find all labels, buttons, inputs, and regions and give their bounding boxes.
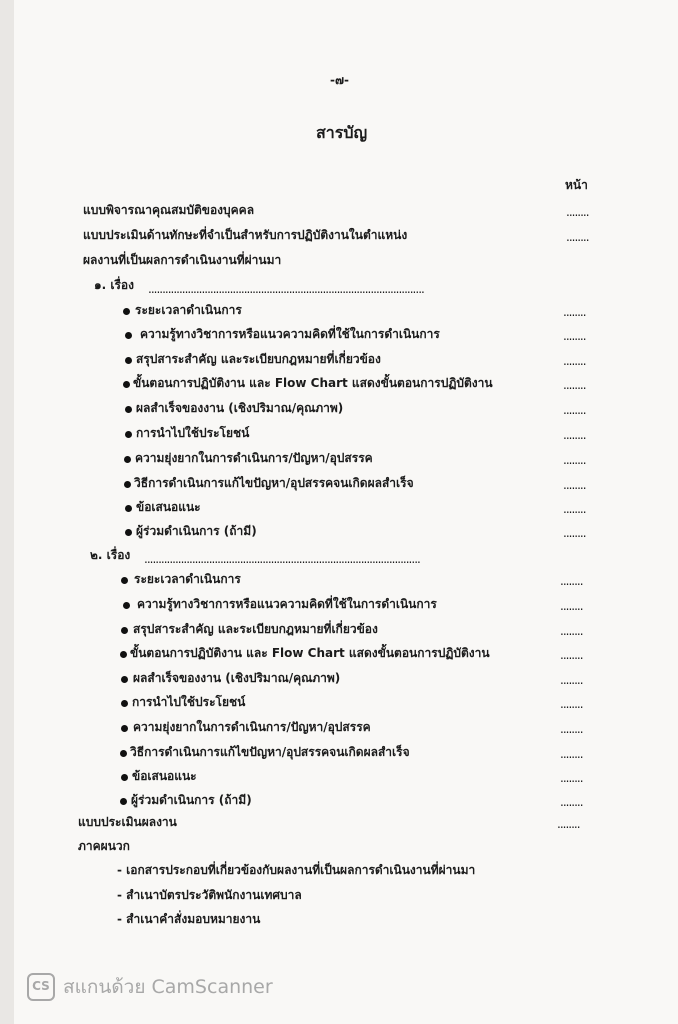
toc-subentry: ความรู้ทางวิชาการหรือแนวความคิดที่ใช้ในการดำเนินการ: [137, 597, 437, 611]
page-dots: ........: [560, 599, 583, 613]
page-dots: ........: [563, 354, 586, 368]
toc-subentry: ผู้ร่วมดำเนินการ (ถ้ามี): [131, 793, 252, 807]
toc-subentry: ผลสำเร็จของงาน (เชิงปริมาณ/คุณภาพ): [136, 401, 344, 415]
bullet-icon: [120, 651, 127, 658]
page-dots: ........: [566, 230, 589, 244]
page-dots: ........: [560, 673, 583, 687]
toc-subentry: ขั้นตอนการปฏิบัติงาน และ Flow Chart แสดงขั้นตอนการปฏิบัติงาน: [133, 376, 493, 390]
bullet-icon: [120, 750, 127, 757]
page-dots: ........: [563, 453, 586, 467]
bullet-icon: [124, 456, 131, 463]
bullet-icon: [125, 406, 132, 413]
toc-subentry: ความยุ่งยากในการดำเนินการ/ปัญหา/อุปสรรค: [135, 451, 373, 465]
page-dots: ........: [560, 574, 583, 588]
page-dots: ........: [563, 403, 586, 417]
appendix-item: - เอกสารประกอบที่เกี่ยวข้องกับผลงานที่เป็นผลการดำเนินงานที่ผ่านมา: [117, 863, 476, 877]
work-heading: ๑. เรื่อง: [94, 278, 134, 292]
bullet-icon: [125, 529, 132, 536]
bullet-icon: [121, 676, 128, 683]
bullet-icon: [123, 381, 130, 388]
toc-subentry: วิธีการดำเนินการแก้ไขปัญหา/อุปสรรคจนเกิดผลสำเร็จ: [134, 476, 414, 490]
bullet-icon: [121, 700, 128, 707]
bullet-icon: [121, 577, 128, 584]
toc-subentry: การนำไปใช้ประโยชน์: [136, 426, 250, 440]
toc-entry: แบบพิจารณาคุณสมบัติของบุคคล: [83, 203, 255, 217]
appendix-item: - สำเนาบัตรประวัติพนักงานเทศบาล: [117, 888, 302, 902]
page-dots: ........: [560, 648, 583, 662]
heading-dots: ..................................................................................................: [144, 552, 420, 566]
page-dots: ........: [563, 329, 586, 343]
toc-subentry: การนำไปใช้ประโยชน์: [132, 695, 246, 709]
work-heading: ๒. เรื่อง: [90, 548, 131, 562]
camscanner-watermark: [27, 973, 273, 1001]
page-dots: ........: [557, 817, 580, 831]
page-dots: ........: [566, 205, 589, 219]
page-dots: ........: [563, 526, 586, 540]
toc-subentry: ระยะเวลาดำเนินการ: [134, 572, 241, 586]
page-number: -๗-: [330, 73, 349, 87]
page-dots: ........: [563, 502, 586, 516]
bullet-icon: [121, 774, 128, 781]
page-column-header: หน้า: [565, 178, 588, 192]
page-dots: ........: [563, 378, 586, 392]
toc-subentry: สรุปสาระสำคัญ และระเบียบกฎหมายที่เกี่ยวข้อง: [133, 622, 378, 636]
toc-subentry: สรุปสาระสำคัญ และระเบียบกฎหมายที่เกี่ยวข้อง: [136, 352, 381, 366]
page-dots: ........: [560, 795, 583, 809]
toc-entry: แบบประเมินด้านทักษะที่จำเป็นสำหรับการปฏิบัติงานในตำแหน่ง: [83, 228, 408, 242]
watermark-text: สแกนด้วย CamScanner: [63, 976, 273, 998]
page-dots: ........: [560, 747, 583, 761]
appendix-title: ภาคผนวก: [78, 839, 130, 853]
toc-subentry: ผู้ร่วมดำเนินการ (ถ้ามี): [136, 524, 257, 538]
bullet-icon: [124, 481, 131, 488]
page-dots: ........: [560, 722, 583, 736]
toc-subentry: ข้อเสนอแนะ: [132, 769, 197, 783]
bullet-icon: [123, 308, 130, 315]
toc-subentry: ผลสำเร็จของงาน (เชิงปริมาณ/คุณภาพ): [133, 671, 341, 685]
bullet-icon: [125, 505, 132, 512]
appendix-item: - สำเนาคำสั่งมอบหมายงาน: [117, 912, 261, 926]
toc-subentry: ระยะเวลาดำเนินการ: [135, 303, 242, 317]
toc-subentry: ข้อเสนอแนะ: [136, 500, 201, 514]
page-dots: ........: [560, 697, 583, 711]
bullet-icon: [125, 357, 132, 364]
camscanner-logo-icon: CS: [27, 973, 55, 1001]
bullet-icon: [121, 627, 128, 634]
page-dots: ........: [563, 478, 586, 492]
page-dots: ........: [560, 624, 583, 638]
heading-dots: ..................................................................................................: [148, 282, 424, 296]
page-title: สารบัญ: [316, 123, 368, 142]
toc-subentry: ความรู้ทางวิชาการหรือแนวความคิดที่ใช้ในการดำเนินการ: [140, 327, 440, 341]
toc-entry: แบบประเมินผลงาน: [78, 815, 177, 829]
page-dots: ........: [563, 428, 586, 442]
section-heading: ผลงานที่เป็นผลการดำเนินงานที่ผ่านมา: [83, 253, 282, 267]
bullet-icon: [121, 725, 128, 732]
bullet-icon: [125, 332, 132, 339]
page-dots: ........: [563, 305, 586, 319]
toc-subentry: วิธีการดำเนินการแก้ไขปัญหา/อุปสรรคจนเกิดผลสำเร็จ: [130, 745, 410, 759]
page-dots: ........: [560, 771, 583, 785]
bullet-icon: [123, 602, 130, 609]
toc-subentry: ความยุ่งยากในการดำเนินการ/ปัญหา/อุปสรรค: [133, 720, 371, 734]
toc-subentry: ขั้นตอนการปฏิบัติงาน และ Flow Chart แสดงขั้นตอนการปฏิบัติงาน: [130, 646, 490, 660]
bullet-icon: [120, 798, 127, 805]
bullet-icon: [125, 431, 132, 438]
